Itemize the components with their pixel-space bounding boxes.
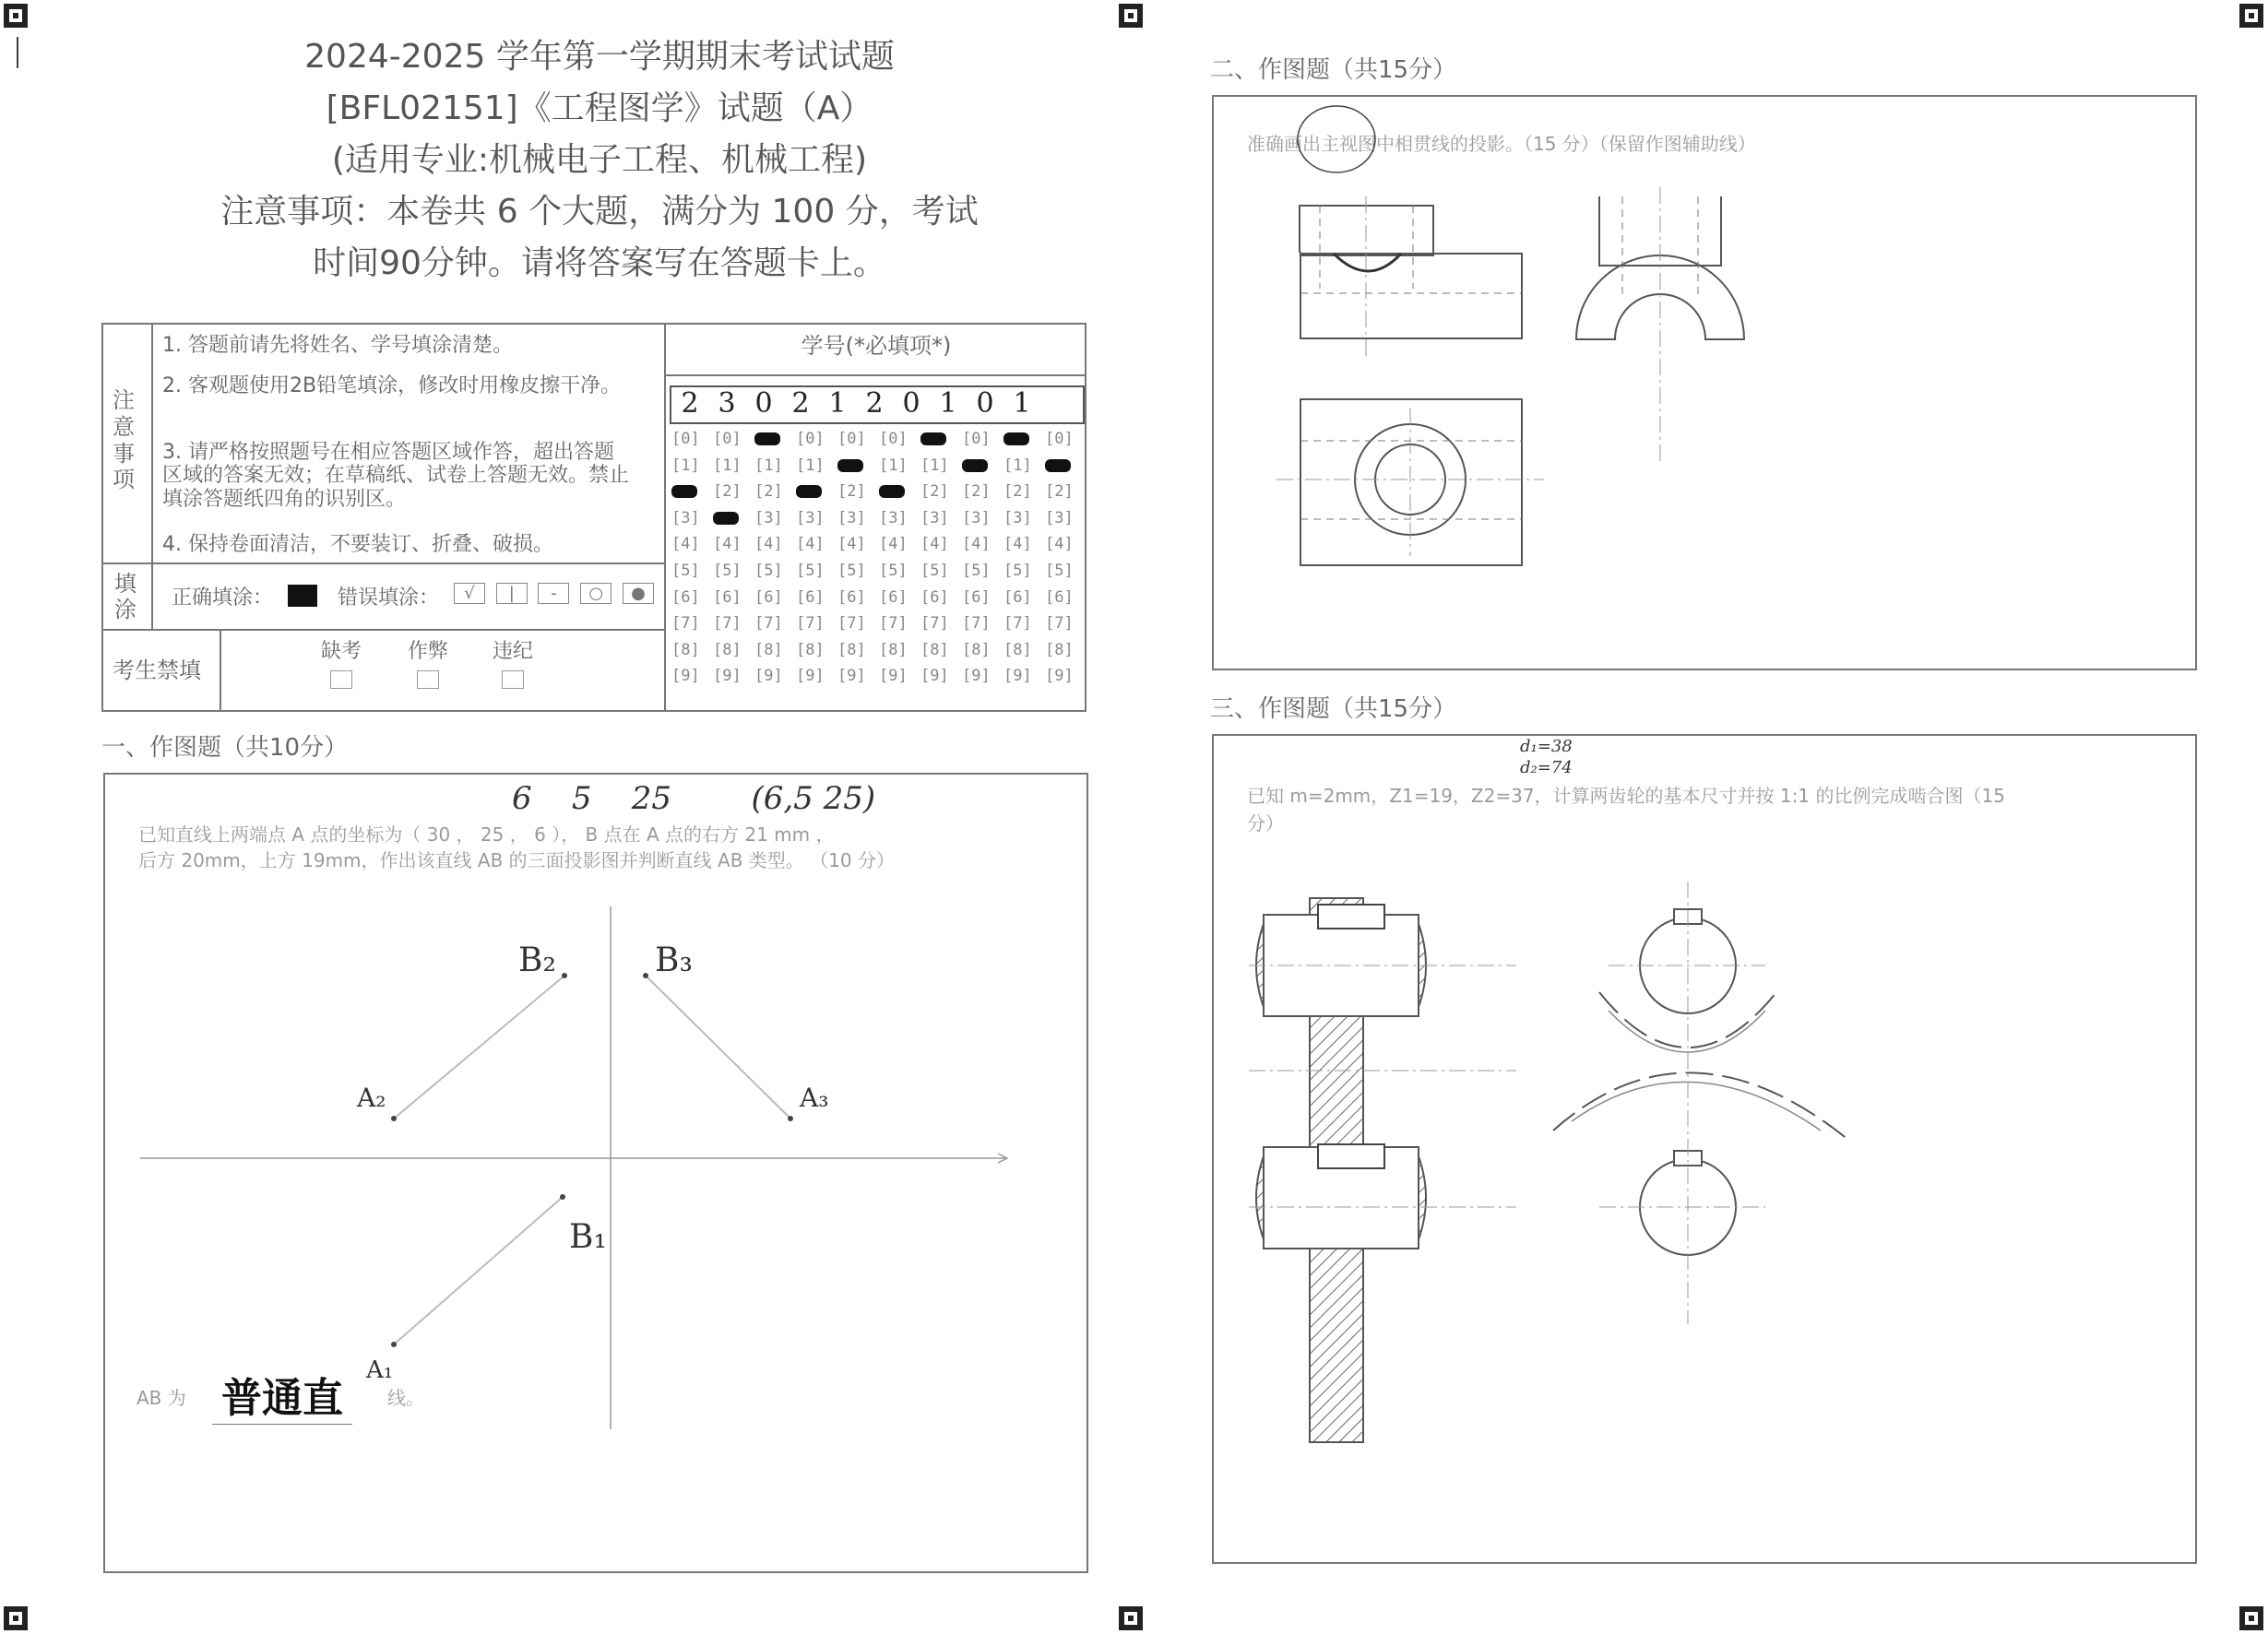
bubble-cell[interactable]: [3] xyxy=(879,508,908,527)
bubble-filled xyxy=(837,459,863,472)
bubble-cell[interactable]: [6] xyxy=(1045,587,1074,607)
bubble-cell-filled[interactable] xyxy=(796,482,837,501)
bubble-cell[interactable]: [7] xyxy=(1003,614,1032,633)
wrong-mark-dot: ● xyxy=(623,583,654,604)
bubble-cell[interactable]: [5] xyxy=(879,562,908,580)
note-1: 1. 答题前请先将姓名、学号填涂清楚。 xyxy=(162,334,513,357)
bubble-cell[interactable]: [7] xyxy=(671,614,700,633)
upper-root-arc xyxy=(1609,1011,1765,1052)
bubble-cell[interactable]: [6] xyxy=(920,587,949,607)
bubble-cell[interactable]: [1] xyxy=(671,456,700,475)
bubble-cell[interactable]: [9] xyxy=(920,667,949,686)
q3-text-line-2: 分） xyxy=(1247,812,1284,835)
bubble-cell-filled[interactable] xyxy=(713,509,754,527)
bubble-filled xyxy=(1045,459,1071,472)
bubble-cell[interactable]: [5] xyxy=(671,562,700,580)
bubble-cell[interactable]: [9] xyxy=(796,667,825,686)
bubble-cell-filled[interactable] xyxy=(1045,456,1087,475)
bubble-cell[interactable]: [8] xyxy=(920,640,949,659)
bubble-cell[interactable]: [0] xyxy=(962,430,991,448)
bubble-row xyxy=(671,456,1087,475)
bubble-cell[interactable]: [5] xyxy=(1045,562,1074,580)
bubble-cell[interactable]: [3] xyxy=(1045,508,1074,527)
id-digit: 0 xyxy=(976,387,994,420)
exam-ban-label: 考生禁填 xyxy=(113,657,201,683)
id-digit: 1 xyxy=(828,387,847,420)
bubble-cell[interactable]: [4] xyxy=(837,535,866,554)
bubble-cell[interactable]: [9] xyxy=(671,667,700,686)
bubble-cell[interactable]: [2] xyxy=(713,482,742,502)
bubble-cell[interactable]: [7] xyxy=(879,614,908,633)
bubble-cell[interactable]: [4] xyxy=(671,535,700,554)
bubble-cell[interactable]: [0] xyxy=(1045,430,1074,448)
id-header-line xyxy=(664,374,1087,376)
bubble-row xyxy=(671,614,1087,633)
bubble-cell[interactable]: [7] xyxy=(920,614,949,633)
bubble-cell[interactable]: [4] xyxy=(962,535,991,554)
card-divider xyxy=(664,323,666,712)
bubble-cell[interactable]: [8] xyxy=(796,640,825,659)
bubble-cell[interactable]: [7] xyxy=(962,614,991,633)
bubble-row xyxy=(671,509,1087,527)
bubble-cell[interactable]: [9] xyxy=(754,667,783,686)
bubble-cell[interactable]: [9] xyxy=(837,667,866,686)
bubble-cell[interactable]: [1] xyxy=(713,456,742,475)
id-digit: 3 xyxy=(718,387,736,420)
bubble-row xyxy=(671,482,1087,501)
bubble-cell-filled[interactable] xyxy=(1003,430,1045,448)
q2-instruction: 准确画出主视图中相贯线的投影。（15 分）（保留作图辅助线） xyxy=(1247,133,1756,155)
bubble-cell[interactable]: [0] xyxy=(713,430,742,448)
q1-answer-prefix: AB 为 xyxy=(137,1387,186,1409)
bubble-cell[interactable]: [8] xyxy=(1003,640,1032,659)
bubble-filled xyxy=(962,459,988,472)
corner-mark-top-middle xyxy=(1119,4,1143,28)
wrong-mark-dash: - xyxy=(538,583,569,604)
bubble-cell[interactable]: [8] xyxy=(713,640,742,659)
bubble-filled xyxy=(671,485,697,498)
q1-answer: 普通直 xyxy=(212,1365,352,1425)
id-digit: 1 xyxy=(1013,387,1031,420)
bubble-cell[interactable]: [8] xyxy=(962,640,991,659)
q1-answer-suffix: 线。 xyxy=(387,1387,424,1409)
bubble-cell[interactable]: [9] xyxy=(1003,667,1032,686)
q1-heading: 一、作图题（共10分） xyxy=(101,734,349,762)
bubble-cell[interactable]: [7] xyxy=(713,614,742,633)
wrong-mark-circle: ○ xyxy=(580,583,612,604)
bubble-row xyxy=(671,562,1087,580)
bubble-cell-filled[interactable] xyxy=(879,482,920,501)
bubble-cell[interactable]: [6] xyxy=(671,587,700,607)
bubble-cell[interactable]: [5] xyxy=(1003,562,1032,580)
id-digit: 1 xyxy=(939,387,957,420)
point-b1 xyxy=(560,1194,565,1200)
point-a1 xyxy=(391,1342,397,1347)
bubble-cell[interactable]: [3] xyxy=(920,508,949,527)
bubble-cell[interactable]: [6] xyxy=(1003,587,1032,607)
line-ab-top xyxy=(394,1197,563,1344)
bubble-cell[interactable]: [6] xyxy=(713,587,742,607)
wrong-mark-bar: | xyxy=(496,583,528,604)
q3-text-line-1: 已知 m=2mm，Z1=19，Z2=37，计算两齿轮的基本尺寸并按 1:1 的比例完成啮合图（15 xyxy=(1247,785,2005,807)
note-4: 4. 保持卷面清洁，不要装订、折叠、破损。 xyxy=(162,533,553,556)
bubble-cell[interactable]: [4] xyxy=(754,535,783,554)
notice-label: 注意事项 xyxy=(113,387,135,493)
wrong-mark-check: √ xyxy=(454,583,485,604)
notice-divider xyxy=(151,323,153,629)
q1-text-line-2: 后方 20mm，上方 19mm，作出该直线 AB 的三面投影图并判断直线 AB 类型。 （10 分） xyxy=(138,849,895,871)
bubble-cell[interactable]: [0] xyxy=(796,430,825,448)
bubble-cell[interactable]: [9] xyxy=(713,667,742,686)
bubble-cell[interactable]: [0] xyxy=(837,430,866,448)
correct-fill-label: 正确填涂： xyxy=(172,586,274,610)
point-b2 xyxy=(562,973,567,978)
label-b1: B₁ xyxy=(569,1218,607,1256)
id-digit: 2 xyxy=(681,387,699,420)
bubble-cell[interactable]: [3] xyxy=(962,508,991,527)
bubble-cell[interactable]: [5] xyxy=(920,562,949,580)
q3-hand-note: d₁=38 d₂=74 xyxy=(1520,737,1573,778)
label-b3: B₃ xyxy=(655,941,693,979)
bubble-cell[interactable]: [5] xyxy=(837,562,866,580)
bubble-cell[interactable]: [8] xyxy=(1045,640,1074,659)
lower-break-right xyxy=(1419,1156,1426,1239)
bubble-filled xyxy=(1003,432,1029,445)
fill-label: 填涂 xyxy=(114,571,137,622)
student-id-label: 学号(*必填项*) xyxy=(801,333,952,359)
bubble-cell[interactable]: [2] xyxy=(920,482,949,502)
note-2: 2. 客观题使用2B铅笔填涂，修改时用橡皮擦干净。 xyxy=(162,374,622,397)
bubble-filled xyxy=(754,432,780,445)
notice-line-1: 注意事项：本卷共 6 个大题，满分为 100 分，考试 xyxy=(220,193,979,231)
id-digit: 2 xyxy=(791,387,810,420)
status-violation xyxy=(493,640,533,695)
bubble-cell[interactable]: [1] xyxy=(879,456,908,475)
label-a2: A₂ xyxy=(357,1083,386,1113)
id-digit: 2 xyxy=(865,387,884,420)
bubble-cell[interactable]: [3] xyxy=(754,508,783,527)
bubble-cell[interactable]: [8] xyxy=(671,640,700,659)
note-3: 3. 请严格按照题号在相应答题区域作答，超出答题区域的答案无效；在草稿纸、试卷上答题无效。禁止填涂答题纸四角的识别区。 xyxy=(162,441,630,511)
bubble-cell[interactable]: [1] xyxy=(754,456,783,475)
q2-heading: 二、作图题（共15分） xyxy=(1210,56,1457,84)
bubble-cell-filled[interactable] xyxy=(671,482,713,501)
row-line-2 xyxy=(101,629,664,631)
bubble-row xyxy=(671,430,1087,448)
bubble-cell[interactable]: [4] xyxy=(920,535,949,554)
student-circle-mark xyxy=(1298,106,1375,172)
q1-hand-note: 6 5 25 (6,5 25) xyxy=(512,780,876,817)
bubble-cell[interactable]: [2] xyxy=(754,482,783,502)
point-a3 xyxy=(788,1116,793,1121)
bubble-cell[interactable]: [3] xyxy=(1003,508,1032,527)
ban-divider xyxy=(220,629,221,712)
bubble-cell[interactable]: [5] xyxy=(796,562,825,580)
status-violation-label: 违纪 xyxy=(493,640,534,663)
bubble-cell-filled[interactable] xyxy=(920,430,962,448)
label-a1: A₁ xyxy=(366,1356,394,1384)
bubble-cell[interactable]: [4] xyxy=(1003,535,1032,554)
row-line-1 xyxy=(101,562,664,564)
point-a2 xyxy=(391,1116,397,1121)
corner-mark-top-right xyxy=(2239,4,2263,28)
exam-title: 2024-2025 学年第一学期期末考试试题 xyxy=(304,38,895,76)
bubble-cell[interactable]: [7] xyxy=(796,614,825,633)
status-absent-label: 缺考 xyxy=(321,640,362,663)
bubble-cell[interactable]: [5] xyxy=(713,562,742,580)
status-violation-checkbox[interactable] xyxy=(502,670,524,689)
status-cheat-checkbox[interactable] xyxy=(417,670,439,689)
bubble-cell[interactable]: [6] xyxy=(837,587,866,607)
id-digit: 0 xyxy=(754,387,773,420)
bubble-cell[interactable]: [8] xyxy=(837,640,866,659)
bubble-cell[interactable]: [5] xyxy=(962,562,991,580)
bubble-cell[interactable]: [4] xyxy=(713,535,742,554)
applicable-majors: (适用专业:机械电子工程、机械工程) xyxy=(331,141,868,179)
bubble-filled xyxy=(920,432,946,445)
bubble-cell[interactable]: [4] xyxy=(796,535,825,554)
lower-break-left xyxy=(1256,1156,1264,1239)
id-digit: 0 xyxy=(902,387,920,420)
bubble-cell[interactable]: [3] xyxy=(837,508,866,527)
status-cheat-label: 作弊 xyxy=(408,640,449,663)
q1-drawing xyxy=(103,773,1088,1573)
corner-mark-bottom-left xyxy=(4,1606,28,1630)
bubble-cell[interactable]: [7] xyxy=(754,614,783,633)
bubble-cell[interactable]: [0] xyxy=(879,430,908,448)
bubble-cell[interactable]: [8] xyxy=(754,640,783,659)
point-b3 xyxy=(643,973,648,978)
lower-key xyxy=(1318,1144,1384,1168)
bubble-cell[interactable]: [2] xyxy=(1003,482,1032,502)
q3-drawing xyxy=(1212,734,2197,1564)
status-cheat xyxy=(408,640,448,695)
bubble-cell[interactable]: [2] xyxy=(1045,482,1074,502)
bubble-cell[interactable]: [1] xyxy=(1003,456,1032,475)
label-b2: B₂ xyxy=(518,941,556,979)
bubble-cell[interactable]: [9] xyxy=(879,667,908,686)
line-ab-side xyxy=(646,976,790,1119)
bubble-cell[interactable]: [4] xyxy=(879,535,908,554)
bubble-cell[interactable]: [6] xyxy=(796,587,825,607)
wrong-fill-label: 错误填涂： xyxy=(338,586,440,610)
q2-drawing xyxy=(1212,95,2197,670)
line-ab-front xyxy=(394,976,564,1119)
bubble-cell-filled[interactable] xyxy=(837,456,879,475)
q3-heading: 三、作图题（共15分） xyxy=(1210,695,1457,723)
corner-mark-top-left xyxy=(4,4,28,28)
corner-mark-bottom-right xyxy=(2239,1606,2263,1630)
bubble-filled xyxy=(796,485,822,498)
bubble-row xyxy=(671,667,1087,685)
bubble-cell[interactable]: [2] xyxy=(837,482,866,502)
front-view-horizontal-body xyxy=(1300,254,1522,338)
bubble-cell[interactable]: [7] xyxy=(837,614,866,633)
bubble-row xyxy=(671,641,1087,659)
corner-mark-bottom-middle xyxy=(1119,1606,1143,1630)
correct-fill-sample xyxy=(288,585,317,607)
bubble-filled xyxy=(713,512,739,525)
bubble-cell[interactable]: [5] xyxy=(754,562,783,580)
notice-line-2: 时间90分钟。请将答案写在答题卡上。 xyxy=(313,244,886,282)
bubble-cell[interactable]: [6] xyxy=(879,587,908,607)
bubble-cell[interactable]: [1] xyxy=(796,456,825,475)
course-title: [BFL02151]《工程图学》试题（A） xyxy=(326,89,873,127)
bubble-filled xyxy=(879,485,905,498)
upper-key xyxy=(1318,905,1384,929)
bubble-cell[interactable]: [8] xyxy=(879,640,908,659)
lower-root-arc xyxy=(1572,1082,1821,1131)
bubble-cell[interactable]: [3] xyxy=(671,508,700,527)
bubble-row xyxy=(671,588,1087,607)
bubble-row xyxy=(671,535,1087,553)
bubble-cell-filled[interactable] xyxy=(962,456,1003,475)
status-absent-checkbox[interactable] xyxy=(330,670,352,689)
wrong-fill-samples xyxy=(454,583,654,604)
bubble-cell[interactable]: [9] xyxy=(1045,667,1074,686)
bubble-cell[interactable]: [6] xyxy=(754,587,783,607)
label-a3: A₃ xyxy=(800,1083,829,1113)
bubble-cell[interactable]: [0] xyxy=(671,430,700,448)
q1-text-line-1: 已知直线上两端点 A 点的坐标为（ 30 ， 25 ， 6 ）， B 点在 A 点的右方 21 mm ， xyxy=(138,823,835,846)
status-absent xyxy=(321,640,362,695)
bubble-cell[interactable]: [3] xyxy=(796,508,825,527)
bubble-cell[interactable]: [4] xyxy=(1045,535,1074,554)
student-id-digits xyxy=(670,385,1085,424)
bubble-cell[interactable]: [9] xyxy=(962,667,991,686)
bubble-cell[interactable]: [1] xyxy=(920,456,949,475)
bubble-cell-filled[interactable] xyxy=(754,430,796,448)
bubble-cell[interactable]: [2] xyxy=(962,482,991,502)
bubble-cell[interactable]: [7] xyxy=(1045,614,1074,633)
bubble-cell[interactable]: [6] xyxy=(962,587,991,607)
